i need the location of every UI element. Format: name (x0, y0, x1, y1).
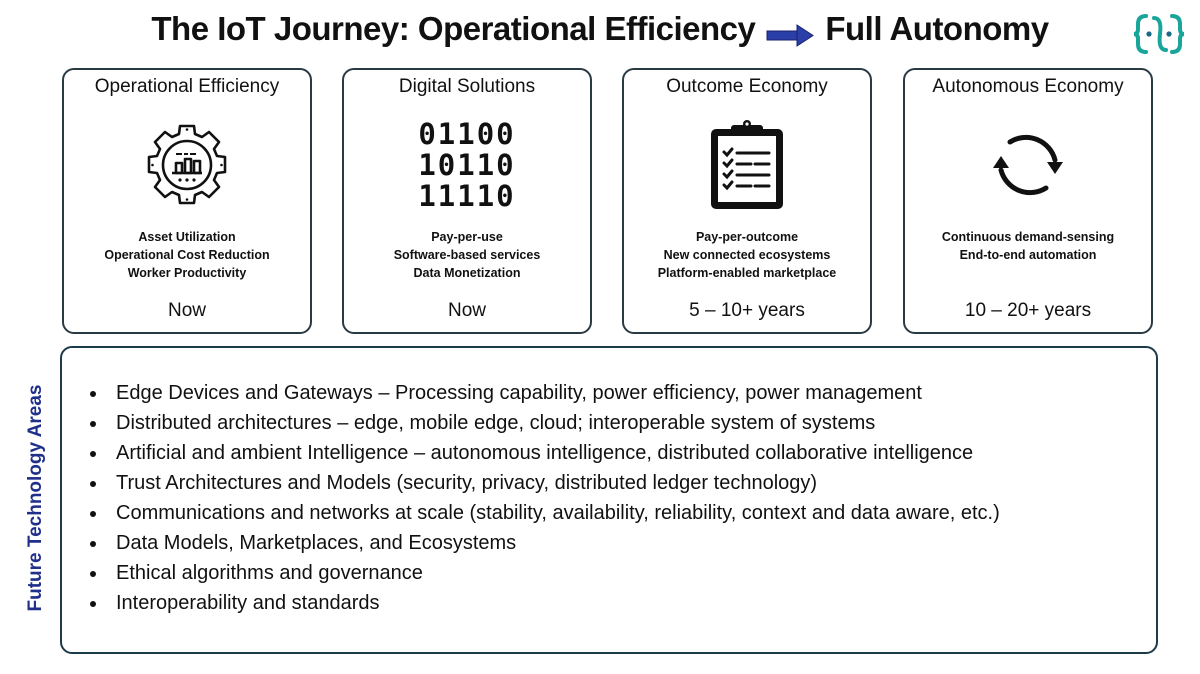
stage-card-outcome-economy (622, 68, 872, 334)
title-left: The IoT Journey: Operational Efficiency (151, 10, 756, 47)
stage-title: Operational Efficiency (94, 76, 280, 97)
stage-bullets (344, 228, 590, 282)
stage-bullet: Platform-enabled marketplace (657, 266, 837, 280)
stage-bullet: Operational Cost Reduction (104, 248, 270, 262)
stage-bullet: Pay-per-use (431, 230, 503, 244)
stage-timeline: Now (447, 300, 486, 321)
list-item: Trust Architectures and Models (security, privacy, distributed ledger technology) (84, 468, 1000, 498)
list-item: Edge Devices and Gateways – Processing capability, power efficiency, power management (84, 378, 1000, 408)
stage-bullets (64, 228, 310, 282)
stage-title: Outcome Economy (666, 76, 828, 97)
stage-bullet: Continuous demand-sensing (941, 230, 1115, 244)
stage-bullet: Pay-per-outcome (695, 230, 799, 244)
cycle-arrows-icon (905, 110, 1151, 220)
gear-chart-icon (64, 110, 310, 220)
stage-title: Autonomous Economy (932, 76, 1124, 97)
clipboard-checklist-icon (624, 110, 870, 220)
stage-bullet: Software-based services (393, 248, 541, 262)
stage-bullet: New connected ecosystems (663, 248, 831, 262)
stage-card-operational-efficiency (62, 68, 312, 334)
stage-timeline: Now (167, 300, 206, 321)
page-title (0, 10, 1200, 48)
list-item: Interoperability and standards (84, 588, 1000, 618)
binary-code-icon (344, 110, 590, 220)
stage-title: Digital Solutions (398, 76, 536, 97)
binary-line: 10110 (418, 147, 516, 182)
binary-line: 11110 (418, 178, 516, 213)
list-item: Data Models, Marketplaces, and Ecosystems (84, 528, 1000, 558)
list-item: Ethical algorithms and governance (84, 558, 1000, 588)
future-technology-areas-label: Future Technology Areas (25, 384, 46, 612)
stage-bullets (624, 228, 870, 282)
future-technology-box (60, 346, 1158, 654)
right-arrow-icon (765, 17, 815, 41)
binary-line: 01100 (418, 116, 516, 151)
list-item: Distributed architectures – edge, mobile edge, cloud; interoperable system of systems (84, 408, 1000, 438)
stage-timeline: 10 – 20+ years (964, 300, 1092, 321)
stage-bullets (905, 228, 1151, 264)
stage-timeline: 5 – 10+ years (689, 300, 805, 321)
list-item: Artificial and ambient Intelligence – autonomous intelligence, distributed collaborative intelligence (84, 438, 1000, 468)
stage-bullet: Asset Utilization (138, 230, 236, 244)
stage-bullet: Worker Productivity (127, 266, 247, 280)
technology-list (84, 378, 1000, 618)
stage-bullet: End-to-end automation (959, 248, 1097, 262)
title-right: Full Autonomy (825, 10, 1049, 47)
stage-card-autonomous-economy (903, 68, 1153, 334)
stage-card-digital-solutions (342, 68, 592, 334)
stage-bullet: Data Monetization (413, 266, 521, 280)
list-item: Communications and networks at scale (stability, availability, reliability, context and data aware, etc.) (84, 498, 1000, 528)
curly-braces-logo-icon (1132, 10, 1186, 58)
